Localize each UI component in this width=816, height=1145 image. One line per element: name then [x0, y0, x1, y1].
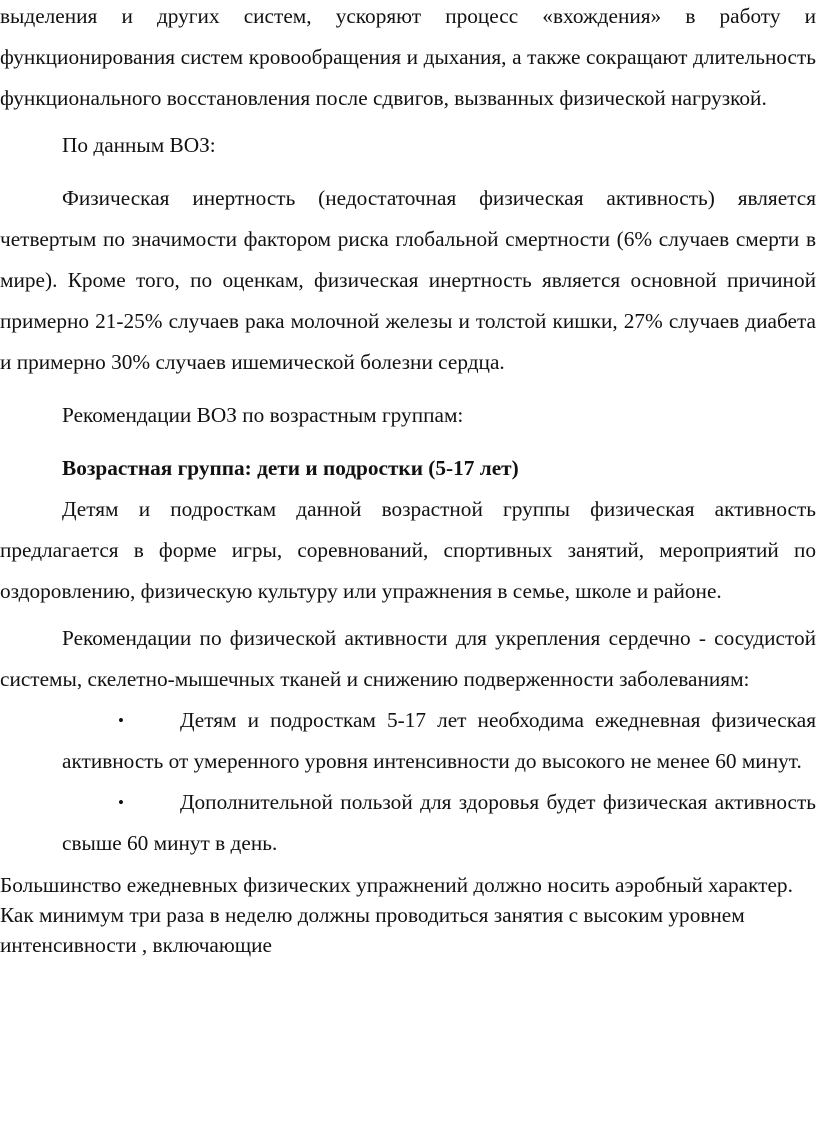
- list-item: • Детям и подросткам 5-17 лет необходима ежедневная физическая активность от умеренного уровня интенсивности до высокого не менее 60 минут.: [0, 700, 816, 782]
- paragraph-recommendations-intro: Рекомендации ВОЗ по возрастным группам:: [62, 403, 464, 427]
- list-item-text: Детям и подросткам 5-17 лет необходима ежедневная физическая активность от умеренного уровня интенсивности до высокого не менее 60 минут.: [62, 708, 816, 773]
- paragraph-children-activity: Детям и подросткам данной возрастной группы физическая активность предлагается в форме игры, соревнований, спортивных занятий, мероприятий по оздоровлению, физическую культуру или упражнения в семье, школе и районе.: [0, 497, 816, 603]
- list-item: • Дополнительной пользой для здоровья будет физическая активность свыше 60 минут в день.: [0, 782, 816, 864]
- paragraph-who-intro: По данным ВОЗ:: [62, 133, 216, 157]
- list-item-text: Дополнительной пользой для здоровья будет физическая активность свыше 60 минут в день.: [62, 790, 816, 855]
- paragraph-cardio-recommendations: Рекомендации по физической активности для укрепления сердечно - сосудистой системы, скелетно-мышечных тканей и снижению подверженности заболеваниям:: [0, 626, 816, 691]
- section-heading-age-group: Возрастная группа: дети и подростки (5-17 лет): [62, 456, 519, 480]
- paragraph-continuation: выделения и других систем, ускоряют процесс «вхождения» в работу и функционирования систем кровообращения и дыхания, а также сокращают длительность функционального восстановления после сдвигов, вызванных физической нагрузкой.: [0, 4, 816, 110]
- paragraph-physical-inertia: Физическая инертность (недостаточная физическая активность) является четвертым по значимости фактором риска глобальной смертности (6% случаев смерти в мире). Кроме того, по оценкам, физическая инертность является основной причиной примерно 21-25% случаев рака молочной железы и толстой кишки, 27% случаев диабета и примерно 30% случаев ишемической болезни сердца.: [0, 186, 816, 374]
- paragraph-aerobic-exercise: Большинство ежедневных физических упражнений должно носить аэробный характер. Как минимум три раза в неделю должны проводиться занятия с высоким уровнем интенсивности , включающие: [0, 873, 793, 957]
